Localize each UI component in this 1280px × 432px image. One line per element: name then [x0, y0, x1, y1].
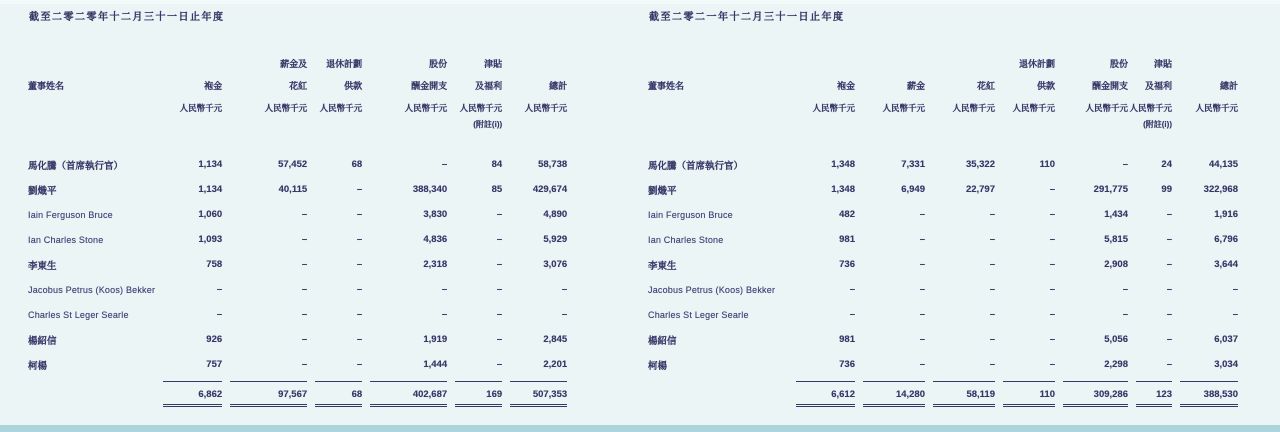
- table-row: [648, 252, 1238, 277]
- total-value-underlined: 97,567: [230, 381, 307, 407]
- total-value-underlined: 123: [1136, 381, 1172, 407]
- note-label: [995, 114, 1055, 130]
- directors-remuneration-table: [28, 48, 567, 407]
- value-cell: –: [1166, 209, 1172, 220]
- value-cell: 4,890: [543, 209, 568, 220]
- value-cell: 1,093: [198, 234, 223, 245]
- column-header: 袍金: [836, 81, 855, 91]
- value-cell: 3,644: [1214, 259, 1238, 270]
- director-name: 李東生: [648, 260, 677, 272]
- value-cell: –: [1122, 309, 1128, 320]
- total-value-underlined: 388,530: [1180, 381, 1238, 407]
- value-cell: –: [356, 284, 363, 295]
- note-label: [1055, 114, 1128, 130]
- column-header: 及福利: [475, 81, 503, 91]
- value-cell: –: [301, 209, 308, 220]
- total-value: [995, 377, 1055, 407]
- value-cell: –: [496, 234, 503, 245]
- unit-label: 人民幣千元: [404, 103, 448, 113]
- value-cell: –: [356, 184, 363, 195]
- remuneration-table-2021: [648, 8, 1248, 407]
- unit-label: 人民幣千元: [1085, 103, 1128, 113]
- table-row: [648, 352, 1238, 377]
- totals-spacer: [648, 377, 788, 407]
- director-name: Ian Charles Stone: [648, 234, 724, 245]
- value-cell: 3,076: [543, 259, 568, 270]
- value-cell: 1,916: [1214, 209, 1238, 220]
- note-label: (附註(i)): [1143, 120, 1172, 129]
- table-row: [28, 227, 567, 252]
- value-cell: 6,949: [901, 184, 925, 195]
- column-header: 及福利: [1144, 81, 1172, 91]
- total-value: [155, 377, 222, 407]
- table-row: [28, 302, 567, 327]
- total-value: [447, 377, 502, 407]
- value-cell: –: [496, 259, 503, 270]
- note-label: [855, 114, 925, 130]
- value-cell: 7,331: [901, 159, 925, 170]
- value-cell: 926: [206, 334, 223, 345]
- value-cell: –: [496, 359, 503, 370]
- value-cell: –: [301, 284, 308, 295]
- value-cell: –: [1166, 359, 1172, 370]
- total-value: [222, 377, 307, 407]
- total-value-underlined: 6,862: [163, 381, 222, 407]
- value-cell: –: [849, 284, 855, 295]
- note-label: [788, 114, 855, 130]
- value-cell: 1,348: [831, 159, 855, 170]
- column-header-top: 退休計劃: [326, 59, 363, 69]
- total-value-underlined: 309,286: [1063, 381, 1128, 407]
- column-header-top: [502, 48, 567, 70]
- value-cell: 84: [491, 159, 503, 170]
- value-cell: –: [919, 359, 925, 370]
- value-cell: 736: [839, 259, 855, 270]
- value-cell: –: [441, 159, 448, 170]
- value-cell: 2,908: [1104, 259, 1128, 270]
- value-cell: 22,797: [965, 184, 995, 195]
- unit-label: 人民幣千元: [1012, 103, 1055, 113]
- page-top-edge: [0, 0, 1280, 4]
- value-cell: –: [989, 209, 995, 220]
- value-cell: 35,322: [965, 159, 995, 170]
- value-cell: 1,134: [198, 159, 223, 170]
- value-cell: 24: [1161, 159, 1172, 170]
- table-title-2020: 截至二零二零年十二月三十一日止年度: [29, 12, 225, 23]
- value-cell: –: [356, 259, 363, 270]
- value-cell: –: [1049, 359, 1055, 370]
- value-cell: –: [919, 259, 925, 270]
- value-cell: 322,968: [1203, 184, 1238, 195]
- column-header-top: [155, 48, 222, 70]
- table-row: [648, 114, 1238, 130]
- value-cell: 5,056: [1104, 334, 1128, 345]
- value-cell: 44,135: [1208, 159, 1238, 170]
- unit-label: 人民幣千元: [882, 103, 925, 113]
- value-cell: –: [1049, 259, 1055, 270]
- value-cell: –: [496, 284, 503, 295]
- director-name: 劉熾平: [648, 185, 677, 197]
- value-cell: 1,060: [198, 209, 223, 220]
- column-header-top: 津貼: [1153, 59, 1172, 69]
- column-header-top: 股份: [1109, 59, 1128, 69]
- column-header: 袍金: [204, 81, 223, 91]
- value-cell: –: [356, 334, 363, 345]
- value-cell: 5,815: [1104, 234, 1128, 245]
- column-header: 酬金開支: [411, 81, 448, 91]
- table-row: [28, 152, 567, 177]
- value-cell: –: [301, 234, 308, 245]
- table-row: [28, 327, 567, 352]
- director-name: 楊紹信: [648, 335, 677, 347]
- total-value: [1055, 377, 1128, 407]
- director-name: 楊紹信: [28, 335, 57, 347]
- table-row: [648, 70, 1238, 92]
- total-value-underlined: 68: [315, 381, 362, 407]
- value-cell: –: [919, 309, 925, 320]
- table-row: [28, 252, 567, 277]
- table-row: [28, 277, 567, 302]
- value-cell: –: [1122, 159, 1128, 170]
- note-label: [362, 114, 447, 130]
- table-row: [648, 130, 1238, 152]
- totals-spacer: [28, 377, 155, 407]
- total-value: [1128, 377, 1172, 407]
- value-cell: 6,796: [1214, 234, 1238, 245]
- column-header: 花紅: [976, 81, 995, 91]
- director-name: 柯楊: [28, 360, 48, 372]
- value-cell: 981: [839, 234, 855, 245]
- director-name: 劉熾平: [28, 185, 57, 197]
- value-cell: 3,830: [423, 209, 448, 220]
- note-label: [1172, 114, 1238, 130]
- value-cell: 1,434: [1104, 209, 1128, 220]
- value-cell: 757: [206, 359, 223, 370]
- totals-row: [28, 377, 567, 407]
- table-row: [648, 177, 1238, 202]
- value-cell: 758: [206, 259, 223, 270]
- director-name: 馬化騰（首席執行官）: [28, 160, 124, 172]
- value-cell: 4,836: [423, 234, 448, 245]
- value-cell: 736: [839, 359, 855, 370]
- table-2020-container: [28, 48, 573, 407]
- value-cell: 57,452: [278, 159, 308, 170]
- header-spacer: [648, 92, 788, 114]
- value-cell: 388,340: [412, 184, 448, 195]
- value-cell: –: [1166, 309, 1172, 320]
- column-header-top: [788, 48, 855, 70]
- value-cell: –: [301, 334, 308, 345]
- unit-label: 人民幣千元: [179, 103, 223, 113]
- director-name: Charles St Leger Searle: [648, 309, 749, 320]
- value-cell: 1,134: [198, 184, 223, 195]
- total-value-underlined: 6,612: [796, 381, 855, 407]
- value-cell: –: [441, 284, 448, 295]
- total-value-underlined: 14,280: [863, 381, 925, 407]
- director-name-header: 董事姓名: [648, 81, 685, 91]
- unit-label: 人民幣千元: [1129, 103, 1172, 113]
- value-cell: –: [356, 209, 363, 220]
- value-cell: 3,034: [1214, 359, 1238, 370]
- director-name: 馬化騰（首席執行官）: [648, 160, 744, 172]
- total-value-underlined: 110: [1003, 381, 1055, 407]
- value-cell: –: [1049, 234, 1055, 245]
- director-name: Iain Ferguson Bruce: [28, 209, 113, 220]
- director-name: Jacobus Petrus (Koos) Bekker: [28, 284, 156, 295]
- table-row: [28, 70, 567, 92]
- value-cell: 6,037: [1214, 334, 1238, 345]
- row-spacer: [28, 130, 567, 152]
- value-cell: –: [1049, 209, 1055, 220]
- column-header-top: [855, 48, 925, 70]
- value-cell: –: [301, 359, 308, 370]
- value-cell: –: [301, 309, 308, 320]
- value-cell: –: [989, 234, 995, 245]
- value-cell: –: [356, 309, 363, 320]
- total-value-underlined: 58,119: [933, 381, 995, 407]
- value-cell: –: [1049, 334, 1055, 345]
- value-cell: 99: [1161, 184, 1172, 195]
- value-cell: 291,775: [1093, 184, 1128, 195]
- column-header: 供款: [1036, 81, 1055, 91]
- value-cell: –: [561, 284, 568, 295]
- value-cell: 110: [1039, 159, 1055, 170]
- value-cell: –: [1166, 334, 1172, 345]
- value-cell: –: [1049, 284, 1055, 295]
- value-cell: 2,845: [543, 334, 568, 345]
- total-value: [855, 377, 925, 407]
- table-row: [648, 227, 1238, 252]
- table-row: [28, 352, 567, 377]
- unit-label: 人民幣千元: [524, 103, 568, 113]
- director-name: Ian Charles Stone: [28, 234, 104, 245]
- director-name-header: 董事姓名: [28, 81, 65, 91]
- value-cell: –: [496, 209, 503, 220]
- column-header-top: 退休計劃: [1018, 59, 1055, 69]
- value-cell: –: [1049, 184, 1055, 195]
- value-cell: 981: [839, 334, 855, 345]
- column-header: 總計: [1219, 81, 1238, 91]
- total-value-underlined: 169: [455, 381, 502, 407]
- value-cell: –: [989, 259, 995, 270]
- table-row: [28, 114, 567, 130]
- remuneration-table-2020: [28, 8, 573, 407]
- value-cell: –: [1166, 234, 1172, 245]
- table-row: [28, 92, 567, 114]
- total-value: [307, 377, 362, 407]
- total-value: [362, 377, 447, 407]
- table-row: [648, 48, 1238, 70]
- header-spacer: [28, 48, 155, 70]
- director-name: Jacobus Petrus (Koos) Bekker: [648, 284, 776, 295]
- director-name: 柯楊: [648, 360, 668, 372]
- column-header: 花紅: [289, 81, 308, 91]
- table-row: [648, 327, 1238, 352]
- totals-row: [648, 377, 1238, 407]
- note-label: (附註(i)): [473, 120, 503, 129]
- value-cell: –: [919, 334, 925, 345]
- value-cell: –: [496, 334, 503, 345]
- total-value-underlined: 507,353: [510, 381, 567, 407]
- table-row: [28, 177, 567, 202]
- value-cell: –: [1232, 284, 1238, 295]
- value-cell: –: [919, 284, 925, 295]
- table-row: [648, 277, 1238, 302]
- value-cell: 68: [351, 159, 363, 170]
- value-cell: 85: [491, 184, 503, 195]
- column-header: 薪金: [906, 81, 925, 91]
- value-cell: 1,348: [831, 184, 855, 195]
- value-cell: –: [989, 334, 995, 345]
- note-label: [502, 114, 567, 130]
- page-bottom-edge: [0, 425, 1280, 432]
- value-cell: –: [216, 309, 223, 320]
- value-cell: 1,444: [423, 359, 448, 370]
- value-cell: –: [301, 259, 308, 270]
- table-title-2021: 截至二零二一年十二月三十一日止年度: [649, 12, 845, 23]
- value-cell: –: [1122, 284, 1128, 295]
- value-cell: –: [989, 284, 995, 295]
- director-name: 李東生: [28, 260, 57, 272]
- note-label: [925, 114, 995, 130]
- unit-label: 人民幣千元: [319, 103, 363, 113]
- value-cell: –: [356, 234, 363, 245]
- director-name: Charles St Leger Searle: [28, 309, 129, 320]
- table-row: [28, 202, 567, 227]
- column-header-top: 股份: [429, 59, 448, 69]
- total-value: [788, 377, 855, 407]
- unit-label: 人民幣千元: [264, 103, 308, 113]
- value-cell: –: [356, 359, 363, 370]
- table-2021-container: [648, 48, 1248, 407]
- header-spacer: [648, 114, 788, 130]
- value-cell: 2,318: [423, 259, 448, 270]
- value-cell: 1,919: [423, 334, 448, 345]
- value-cell: –: [989, 309, 995, 320]
- unit-label: 人民幣千元: [952, 103, 995, 113]
- table-row: [648, 302, 1238, 327]
- note-label: [222, 114, 307, 130]
- value-cell: 429,674: [532, 184, 568, 195]
- table-row: [28, 130, 567, 152]
- value-cell: –: [496, 309, 503, 320]
- value-cell: –: [561, 309, 568, 320]
- directors-remuneration-table: [648, 48, 1238, 407]
- table-row: [648, 92, 1238, 114]
- column-header-top: 津貼: [484, 59, 503, 69]
- value-cell: –: [849, 309, 855, 320]
- column-header-top: [925, 48, 995, 70]
- total-value: [1172, 377, 1238, 407]
- value-cell: 2,201: [543, 359, 568, 370]
- value-cell: –: [919, 209, 925, 220]
- note-label: [155, 114, 222, 130]
- row-spacer: [648, 130, 1238, 152]
- unit-label: 人民幣千元: [812, 103, 855, 113]
- table-row: [648, 152, 1238, 177]
- value-cell: –: [216, 284, 223, 295]
- header-spacer: [648, 48, 788, 70]
- value-cell: –: [1166, 259, 1172, 270]
- value-cell: –: [1232, 309, 1238, 320]
- table-row: [648, 202, 1238, 227]
- table-row: [28, 48, 567, 70]
- column-header-top: 薪金及: [280, 59, 308, 69]
- header-spacer: [28, 92, 155, 114]
- value-cell: –: [1049, 309, 1055, 320]
- unit-label: 人民幣千元: [1195, 103, 1238, 113]
- value-cell: –: [441, 309, 448, 320]
- value-cell: –: [1166, 284, 1172, 295]
- value-cell: –: [919, 234, 925, 245]
- value-cell: 58,738: [538, 159, 568, 170]
- unit-label: 人民幣千元: [459, 103, 503, 113]
- director-name: Iain Ferguson Bruce: [648, 209, 733, 220]
- value-cell: 40,115: [278, 184, 308, 195]
- total-value: [925, 377, 995, 407]
- column-header: 總計: [549, 81, 568, 91]
- column-header: 供款: [344, 81, 363, 91]
- value-cell: 5,929: [543, 234, 568, 245]
- total-value-underlined: 402,687: [370, 381, 447, 407]
- value-cell: 482: [839, 209, 855, 220]
- header-spacer: [28, 114, 155, 130]
- column-header: 酬金開支: [1091, 81, 1128, 91]
- value-cell: 2,298: [1104, 359, 1128, 370]
- column-header-top: [1172, 48, 1238, 70]
- value-cell: –: [989, 359, 995, 370]
- total-value: [502, 377, 567, 407]
- note-label: [307, 114, 362, 130]
